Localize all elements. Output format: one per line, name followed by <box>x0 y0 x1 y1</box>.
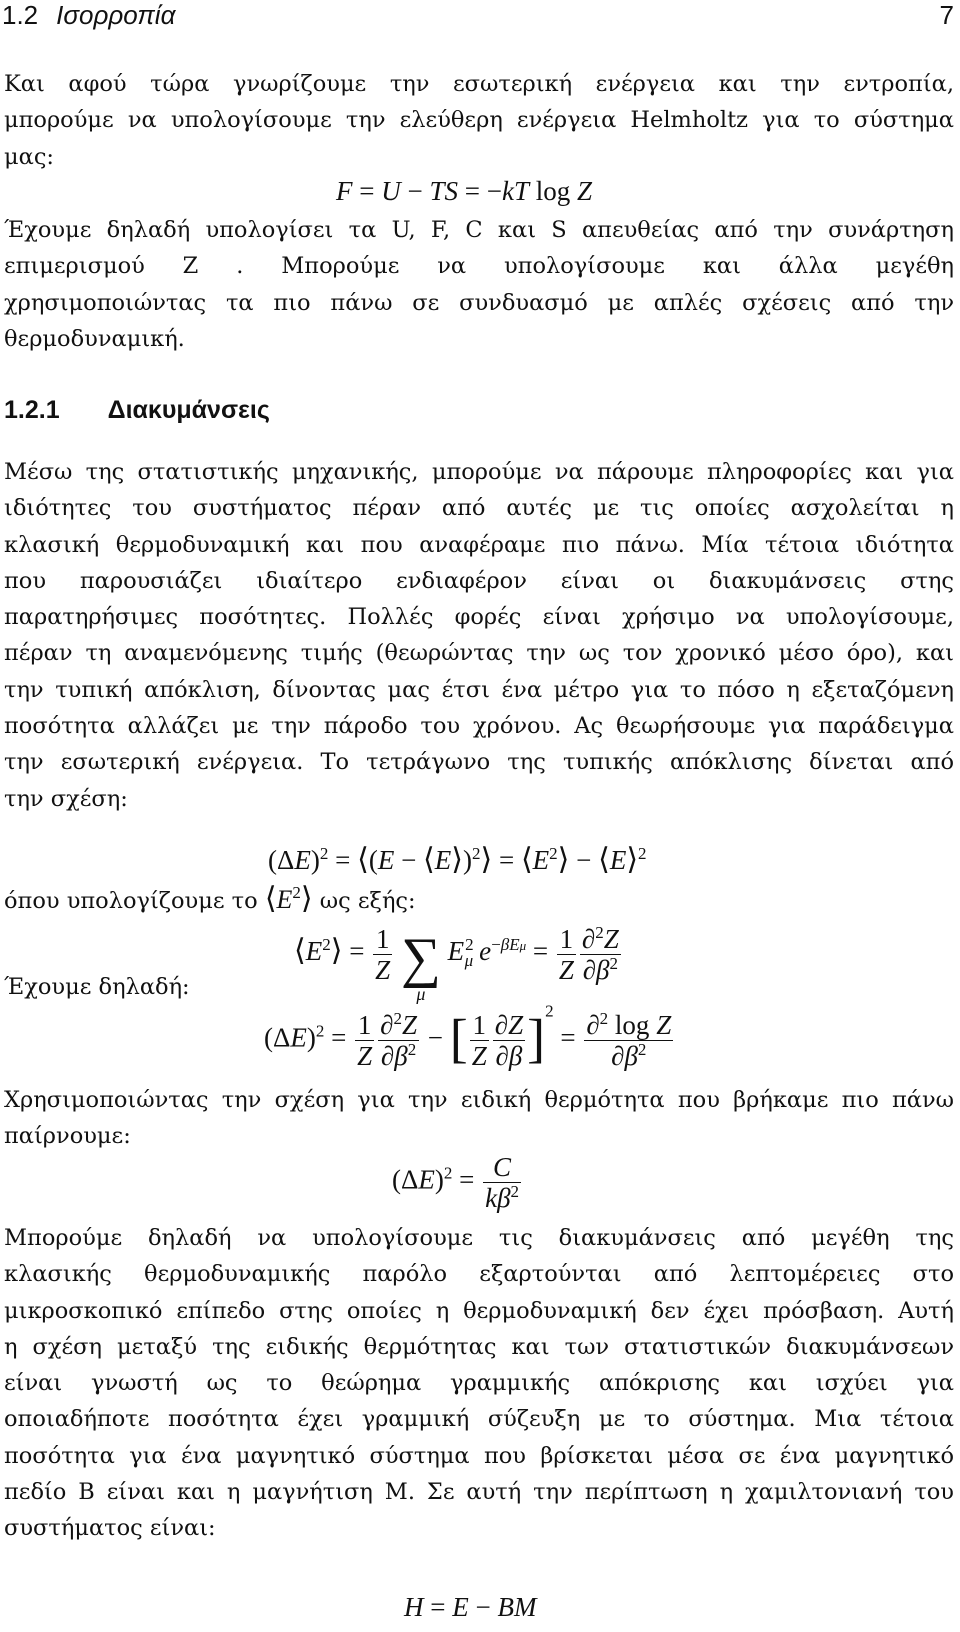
intro-p2-line-3: χρησιμοποιώντας τα πιο πάνω σε συνδυασμό με απλές σχέσεις από την <box>4 289 954 316</box>
p3-line-5: παρατηρήσιμες ποσότητες. Πολλές φορές είναι χρήσιμο να υπολογίσουμε, <box>4 604 954 631</box>
p5-line-6: οποιαδήποτε ποσότητα έχει γραμμική σύζευξη με το σύστημα. Μια τέτοια <box>4 1406 954 1433</box>
compute-line <box>4 881 954 919</box>
equation-hamiltonian: H = E − BM <box>404 1592 537 1622</box>
subsection-title: Διακυμάνσεις <box>107 396 270 424</box>
thus-text: Έχουμε δηλαδή: <box>4 974 190 1000</box>
intro-paragraph-2 <box>4 212 954 357</box>
intro-line-1: Και αφού τώρα γνωρίζουμε την εσωτερική ενέργεια και την εντροπία, <box>4 71 954 97</box>
compute-text-end: ως εξής: <box>319 888 416 914</box>
p5-line-7: ποσότητα για ένα μαγνητικό σύστημα που βρίσκεται μέσα σε ένα μαγνητικό <box>4 1442 954 1469</box>
header-section-title: Ισορροπία <box>56 0 176 30</box>
p3-line-7: την τυπική απόκλιση, δίνοντας μας έτσι ένα μέτρο για το πόσο η εξεταζόμενη <box>4 676 954 703</box>
equation-mean-E2: $⟨E^2⟩$ = $\frac{1}{Z}$ ∑ μ $E^2_\mu$ $e^{-\beta E\mu}$ = $\frac{1}{Z}$ $\frac{\partial^2Z}{\partial\beta^2}$ <box>294 922 619 1004</box>
thus-line <box>4 969 954 1005</box>
fluctuations-paragraph <box>4 454 954 817</box>
p3-line-10: την σχέση: <box>4 785 128 812</box>
subsection-heading <box>4 396 270 425</box>
header-section <box>2 0 175 31</box>
page-number: 7 <box>939 0 954 30</box>
p5-line-4: η σχέση μεταξύ της ειδικής θερμότητας και των στατιστικών διακυμάνσεων <box>4 1333 954 1360</box>
intro-block <box>4 66 954 175</box>
equation-free-energy: F = U − TS = −kT log Z <box>336 176 593 206</box>
header-section-number: 1.2 <box>2 0 39 30</box>
p4-line-1: Χρησιμοποιώντας την σχέση για την ειδική θερμότητα που βρήκαμε πιο πάνω <box>4 1087 954 1113</box>
intro-p2-line-2: επιμερισμού Z . Μπορούμε να υπολογίσουμε και άλλα μεγέθη <box>4 253 954 280</box>
equation-variance: $(\Delta E)^2$ = ⟨(E − ⟨E⟩)$^2$⟩ = $⟨E^2⟩$ − ⟨E⟩$^2$ <box>268 843 647 876</box>
equation-delta-E-C: $(\Delta E)^2$ = $\frac{C}{k\beta^2}$ <box>392 1152 520 1213</box>
running-header <box>0 0 960 40</box>
intro-line-3: μας: <box>4 143 54 170</box>
compute-sentence <box>4 881 954 919</box>
intro-line-2: μπορούμε να υπολογίσουμε την ελεύθερη ενέργεια Helmholtz για το σύστημα <box>4 107 954 134</box>
specific-heat-paragraph <box>4 1082 954 1155</box>
p5-line-2: κλασικής θερμοδυναμικής παρόλο εξαρτούνται από λεπτομέρειες στο <box>4 1261 954 1288</box>
p3-line-6: πέραν τη αναμενόμενης τιμής (θεωρώντας την ως τον χρονικό μέσο όρο), και <box>4 640 954 667</box>
intro-p2-line-4: θερμοδυναμική. <box>4 325 185 352</box>
intro-p2-line-1: Έχουμε δηλαδή υπολογίσει τα U, F, C και S απευθείας από την συνάρτηση <box>4 217 954 243</box>
compute-text-math: $⟨E^2⟩$ <box>264 882 313 915</box>
p5-line-3: μικροσκοπικό επίπεδο στης οποίες η θερμοδυναμική δεν έχει πρόσβαση. Αυτή <box>4 1297 954 1324</box>
equation-delta-E: $(\Delta E)^2$ = $\frac{1}{Z}$ $\frac{\partial^2Z}{\partial\beta^2}$ − [ $\frac{1}{Z}$ $\frac{\partial Z}{\partial\beta}$ ]$^2$ = $\frac{\partial^2 \log Z}{\partial\beta^2}$ <box>264 1001 672 1071</box>
p5-line-5: είναι γνωστή ως το θεώρημα γραμμικής απόκρισης και ισχύει για <box>4 1370 954 1397</box>
p3-line-3: κλασική θερμοδυναμική και που αναφέραμε πιο πάνω. Μία τέτοια ιδιότητα <box>4 531 954 558</box>
p5-line-8: πεδίο B είναι και η μαγνήτιση M. Σε αυτή την περίπτωση η χαμιλτονιανή του <box>4 1479 954 1506</box>
p3-line-8: ποσότητα αλλάζει με την πάροδο του χρόνου. Ας θεωρήσουμε για παράδειγμα <box>4 713 954 740</box>
compute-text-start: όπου υπολογίζουμε το <box>4 888 258 914</box>
p3-line-4: που παρουσιάζει ιδιαίτερο ενδιαφέρον είναι οι διακυμάνσεις στης <box>4 567 954 594</box>
p5-line-1: Μπορούμε δηλαδή να υπολογίσουμε τις διακυμάνσεις από μεγέθη της <box>4 1225 954 1251</box>
p5-line-9: συστήματος είναι: <box>4 1515 216 1542</box>
subsection-number: 1.2.1 <box>4 396 60 424</box>
p4-line-2: παίρνουμε: <box>4 1123 131 1150</box>
linear-response-paragraph <box>4 1220 954 1547</box>
p3-line-2: ιδιότητες του συστήματος πέραν από αυτές με τις οποίες ασχολείται η <box>4 495 954 522</box>
p3-line-9: την εσωτερική ενέργεια. Το τετράγωνο της τυπικής απόκλισης δίνεται από <box>4 749 954 776</box>
p3-line-1: Μέσω της στατιστικής μηχανικής, μπορούμε να πάρουμε πληροφορίες και για <box>4 459 954 485</box>
